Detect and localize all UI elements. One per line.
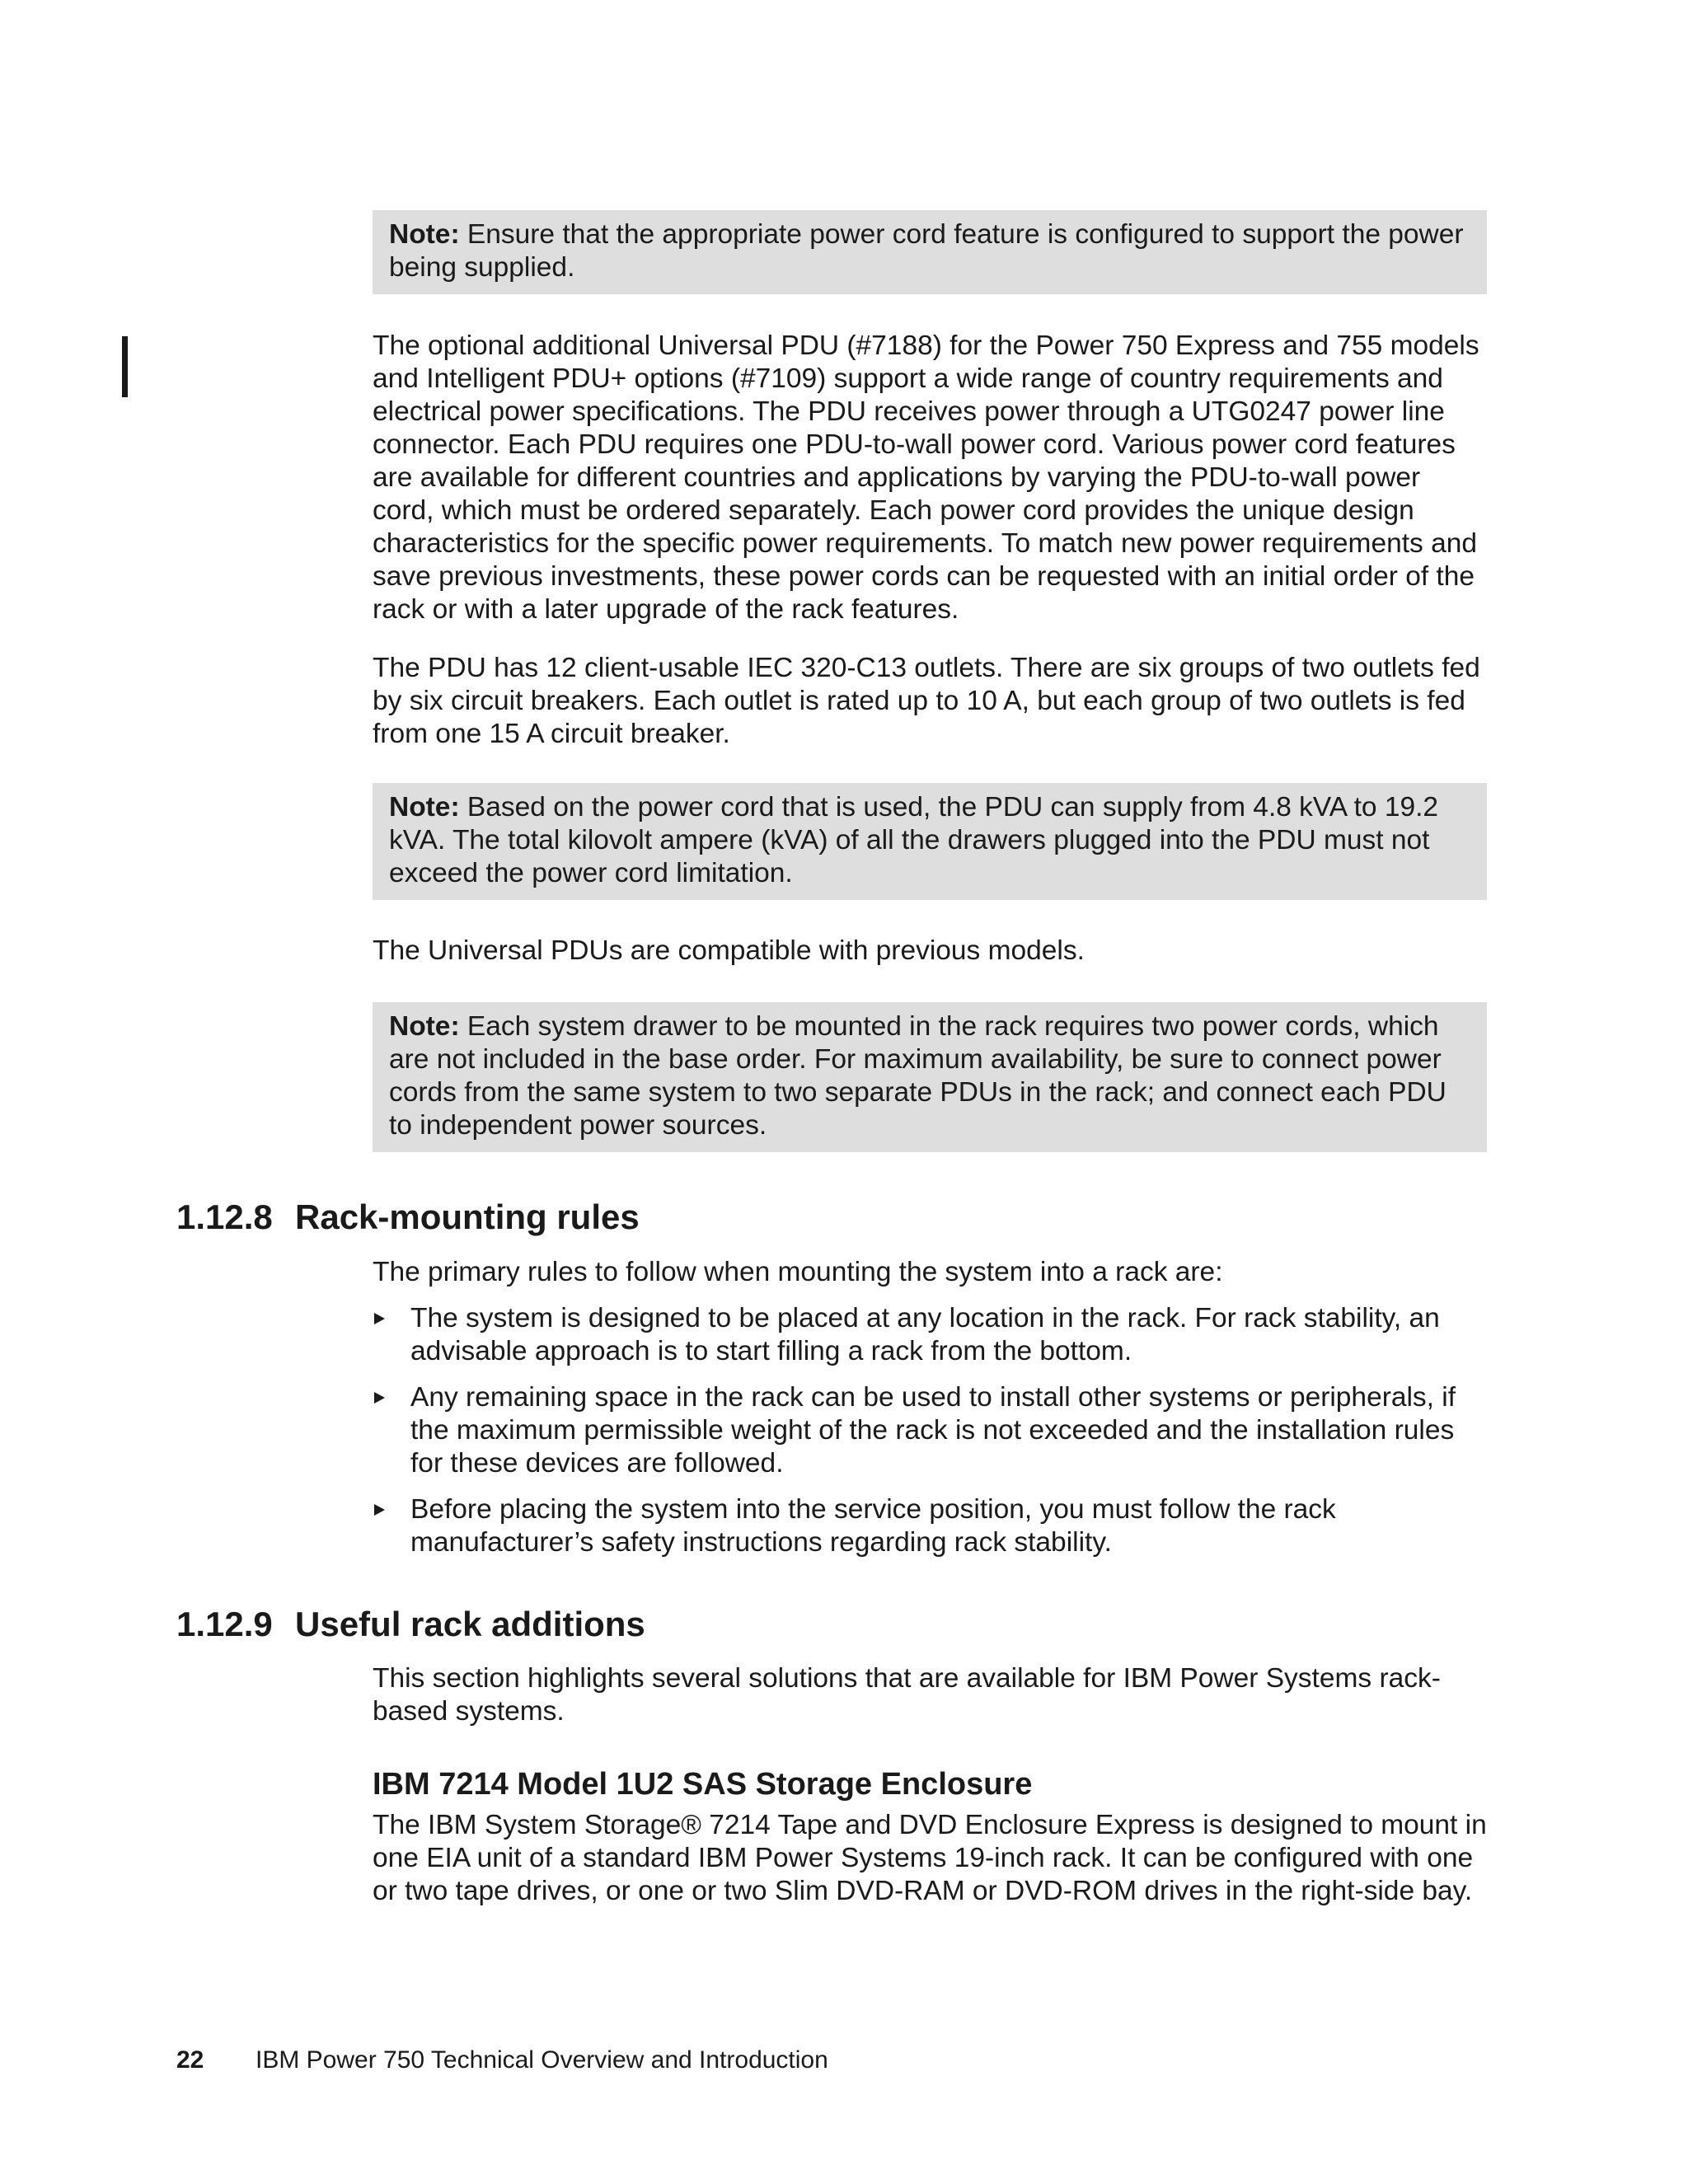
triangle-bullet-icon	[374, 1392, 385, 1404]
list-item	[373, 1302, 1487, 1368]
subsection-heading-7214: IBM 7214 Model 1U2 SAS Storage Enclosure	[373, 1767, 1033, 1802]
paragraph-pdu-options-wrapper	[373, 330, 1487, 626]
note-box-power-cords	[373, 1002, 1487, 1152]
subsection-text-wrapper	[373, 1809, 1487, 1908]
note-label: Note:	[389, 1011, 460, 1042]
section-intro-useful-rack-additions: This section highlights several solutions that are available for IBM Power Systems rack-based systems.	[373, 1663, 1441, 1727]
note-box-kva	[373, 783, 1487, 900]
paragraph-compatible-wrapper	[373, 935, 1487, 968]
section-number: 1.12.8	[176, 1197, 273, 1236]
list-item	[373, 1381, 1487, 1480]
section-intro-rack-mounting: The primary rules to follow when mounting the system into a rack are:	[373, 1257, 1223, 1287]
section-intro-wrapper	[373, 1662, 1487, 1728]
page-footer	[176, 2044, 828, 2077]
paragraph-pdu-outlets-wrapper	[373, 652, 1487, 751]
section-heading-useful-rack-additions	[176, 1604, 645, 1645]
list-item-text: Before placing the system into the service position, you must follow the rack manufacturer’s safety instructions regarding rack stability.	[410, 1494, 1336, 1558]
list-item-text: The system is designed to be placed at any location in the rack. For rack stability, an advisable approach is to start filling a rack from the bottom.	[410, 1303, 1440, 1366]
section-number: 1.12.9	[176, 1605, 273, 1643]
note-text: Based on the power cord that is used, the PDU can supply from 4.8 kVA to 19.2 kVA. The total kilovolt ampere (kVA) of all the drawers plugged into the PDU must not exceed the power cord limitation.	[389, 792, 1439, 888]
rack-mounting-rules-list	[373, 1302, 1487, 1572]
note-text: Each system drawer to be mounted in the rack requires two power cords, which are not included in the base order. For maximum availability, be sure to connect power cords from the same system to two separate PDUs in the rack; and connect each PDU to independent power sources.	[389, 1011, 1447, 1141]
note-box-power-cord	[373, 210, 1487, 294]
section-title: Rack-mounting rules	[295, 1197, 640, 1236]
note-label: Note:	[389, 219, 460, 250]
section-heading-rack-mounting	[176, 1197, 640, 1238]
page-number: 22	[176, 2046, 204, 2074]
paragraph-pdu-options: The optional additional Universal PDU (#7188) for the Power 750 Express and 755 models and Intelligent PDU+ options (#7109) support a wide range of country requirements and electrical power specifications. The PDU receives power through a UTG0247 power line connector. Each PDU requires one PDU-to-wall power cord. Various power cord features are available for different countries and applications by varying the PDU-to-wall power cord, which must be ordered separately. Each power cord provides the unique design characteristics for the specific power requirements. To match new power requirements and save previous investments, these power cords can be requested with an initial order of the rack or with a later upgrade of the rack features.	[373, 330, 1479, 625]
revision-change-bar	[122, 336, 128, 397]
subsection-text-7214: The IBM System Storage® 7214 Tape and DVD Enclosure Express is designed to mount in one EIA unit of a standard IBM Power Systems 19-inch rack. It can be configured with one or two tape drives, or one or two Slim DVD-RAM or DVD-ROM drives in the right-side bay.	[373, 1810, 1487, 1906]
note-label: Note:	[389, 792, 460, 823]
footer-book-title: IBM Power 750 Technical Overview and Introduction	[256, 2046, 828, 2074]
section-title: Useful rack additions	[295, 1605, 645, 1643]
list-item-text: Any remaining space in the rack can be used to install other systems or peripherals, if the maximum permissible weight of the rack is not exceeded and the installation rules for these devices are followed.	[410, 1382, 1456, 1479]
paragraph-compatible: The Universal PDUs are compatible with previous models.	[373, 935, 1085, 966]
triangle-bullet-icon	[374, 1504, 385, 1516]
section-intro-wrapper	[373, 1256, 1487, 1289]
triangle-bullet-icon	[374, 1313, 385, 1324]
list-item	[373, 1493, 1487, 1559]
paragraph-pdu-outlets: The PDU has 12 client-usable IEC 320-C13 outlets. There are six groups of two outlets fed by six circuit breakers. Each outlet is rated up to 10 A, but each group of two outlets is fed from one 15 A circuit breaker.	[373, 653, 1480, 749]
note-text: Ensure that the appropriate power cord feature is configured to support the power being supplied.	[389, 219, 1464, 283]
